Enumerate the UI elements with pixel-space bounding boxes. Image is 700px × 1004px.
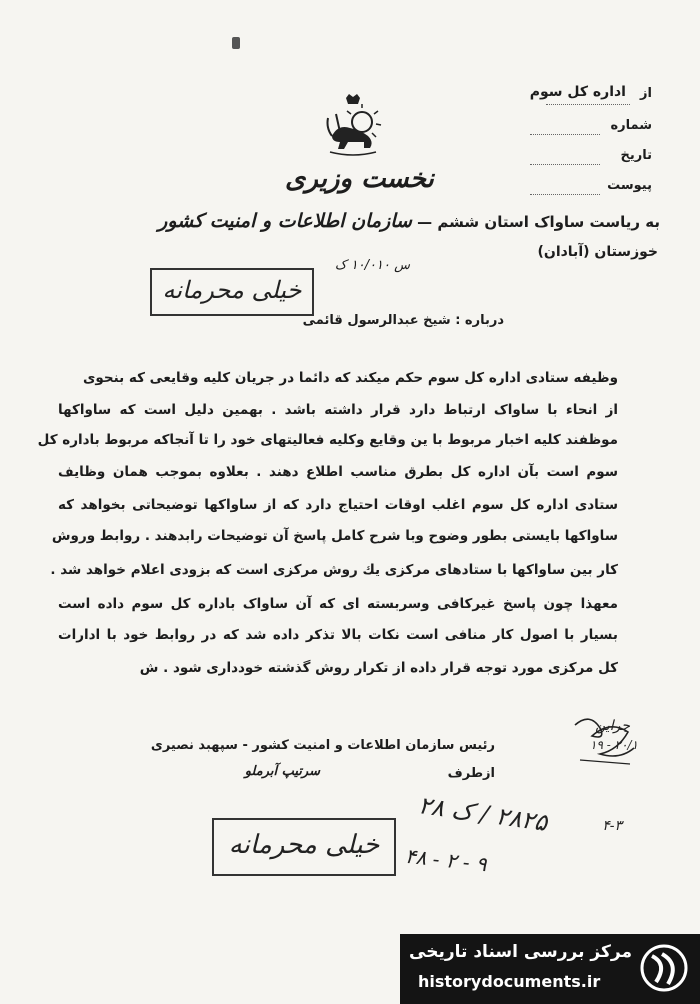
ministry-title: نخست وزیری xyxy=(285,164,434,194)
classification-stamp-top: خیلی محرمانه xyxy=(150,268,314,316)
handwritten-number-small: ۹ - ۲ - ۴۸ xyxy=(403,843,488,877)
from-label: از xyxy=(640,86,652,101)
on-behalf-label: ازطرف xyxy=(447,766,495,781)
body-line: موظفند کلیه اخبار مربوط با ین وقایع وکلیه فعالیتهای خود را تا آنجاکه مربوط باداره کل xyxy=(37,432,618,448)
subject-value: شیخ عبدالرسول قائمی xyxy=(302,313,451,328)
body-line: بسیار با اصول کار منافی است نکات بالا تذکر داده شد که در روابط خود با ادارات xyxy=(58,627,618,643)
body-line: ستادی اداره کل سوم اغلب اوقات احتیاج دارد که از ساواکها توضیحاتی بخواهد که xyxy=(58,497,618,513)
hole-mark xyxy=(232,37,240,49)
body-line: معهذا چون پاسخ غیرکافی وسربسته ای که آن ساواک باداره کل سوم داده است xyxy=(58,596,618,612)
body-line: ساواکها بایستی بطور وضوح وبا شرح کامل پاسخ آن توضیحات رابدهند . روابط وروش xyxy=(51,528,618,544)
signature-title: رئیس سازمان اطلاعات و امنیت کشور - سپهبد نصیری xyxy=(150,738,495,753)
watermark-site: historydocuments.ir xyxy=(418,972,601,991)
number-label: شماره xyxy=(610,118,652,133)
addressee-line: به ریاست ساواک استان ششم — سازمان اطلاعات و امنیت کشور xyxy=(158,210,660,232)
addressee-org: سازمان اطلاعات و امنیت کشور xyxy=(158,210,412,232)
signer-name: سرتیپ آبرملو xyxy=(244,764,320,779)
handwritten-note-2: ۲۰/۱ - ۱۹ xyxy=(590,738,638,752)
subject-label: درباره : xyxy=(455,313,504,328)
watermark-footer xyxy=(400,934,700,1004)
handwritten-right-mark: ۴-۳ xyxy=(602,818,622,834)
reference-code: س ۱۰/۰۱۰ ک xyxy=(334,258,410,273)
body-line: کل مرکزی مورد توجه قرار داده از تکرار روش گذشته خودداری شود . ش xyxy=(139,660,618,676)
handwritten-note-1: جراین xyxy=(595,718,630,734)
body-line: وظیفه ستادی اداره کل سوم حکم میکند که دائما در جریان کلیه وقایعی که بنحوی xyxy=(83,370,618,386)
subject-line xyxy=(303,313,504,328)
attachment-label: پیوست xyxy=(607,178,652,193)
body-line: از انحاء با ساواک ارتباط دارد قرار داشته باشد . بهمین دلیل است که ساواکها xyxy=(58,402,618,418)
signature-scribble-icon xyxy=(570,710,640,770)
watermark-org: مرکز بررسی اسناد تاریخی xyxy=(409,942,632,962)
addressee-to: به ریاست ساواک استان ششم xyxy=(437,213,660,231)
date-label: تاریخ xyxy=(620,148,652,163)
from-value: اداره کل سوم xyxy=(529,84,626,100)
handwritten-number-big: ۲۸۲۵ / ک ۲۸ xyxy=(416,791,550,837)
addressee-province: خوزستان (آبادان) xyxy=(537,244,658,260)
archive-logo-icon xyxy=(638,942,690,994)
lion-sun-emblem-icon xyxy=(318,92,388,162)
body-line: سوم است بآن اداره کل بطرق مناسب اطلاع دهند . بعلاوه بموجب همان وظایف xyxy=(58,464,618,480)
body-line: کار بین ساواکها با ستادهای مرکزی یك روش مرکزی است که بزودی اعلام خواهد شد . xyxy=(50,562,618,578)
classification-stamp-bottom: خیلی محرمانه xyxy=(212,818,396,876)
